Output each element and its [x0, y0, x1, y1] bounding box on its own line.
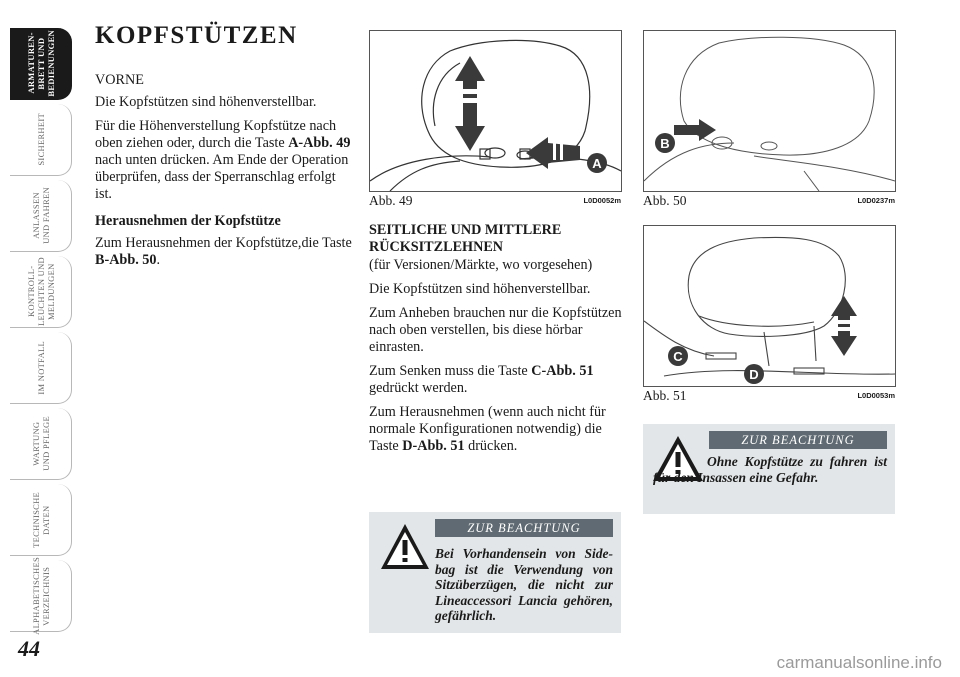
tab-im-notfall[interactable]	[10, 332, 72, 404]
text: gedrückt werden.	[369, 380, 468, 396]
figure-51-code: L0D0053m	[857, 391, 895, 400]
text: Zum Herausnehmen (wenn auch nicht für normale Konfigurationen notwendig) die Taste	[369, 404, 606, 454]
warning-triangle-icon	[379, 522, 431, 572]
callout-d-label: D	[749, 367, 759, 382]
paragraph	[369, 363, 623, 397]
watermark: carmanualsonline.info	[776, 653, 942, 672]
rear-headrest-illustration	[644, 226, 895, 386]
figure-50-image	[643, 30, 896, 192]
figure-51-image	[643, 225, 896, 387]
column-front-headrests	[95, 22, 353, 276]
callout-c-label: C	[673, 349, 683, 364]
tab-label: ALPHABETISCHES VERZEICHNIS	[30, 556, 51, 635]
tab-technische-daten[interactable]	[10, 484, 72, 556]
column-rear-headrests	[369, 222, 623, 462]
tab-label: ANLASSEN UND FAHREN	[30, 187, 51, 244]
tab-verzeichnis[interactable]	[10, 556, 72, 635]
paragraph	[95, 118, 353, 203]
figure-50-code: L0D0237m	[857, 196, 895, 205]
text: nach unten drücken. Am Ende der Operation überprüfen, dass der Sperranschlag erfolgt ist.	[95, 152, 349, 202]
tab-armaturenbrett[interactable]	[10, 28, 72, 100]
page-title: KOPFSTÜTZEN	[95, 22, 298, 49]
headrest-front-illustration	[370, 31, 621, 191]
figure-49-code: L0D0052m	[583, 196, 621, 205]
paragraph	[369, 404, 623, 455]
warning-box-headrest	[643, 424, 895, 514]
warning-header: ZUR BEACHTUNG	[435, 519, 613, 537]
subheading-rear: SEITLICHE UND MITTLERE RÜCKSITZLEHNEN	[369, 222, 562, 255]
tab-label: WARTUNG UND PFLEGE	[30, 416, 51, 471]
page-number: 44	[18, 636, 40, 661]
callout-a-label: A	[592, 156, 602, 171]
tab-wartung[interactable]	[10, 408, 72, 480]
subheading-herausnehmen: Herausnehmen der Kopfstütze	[95, 213, 281, 229]
subheading-vorne: VORNE	[95, 72, 144, 88]
warning-header: ZUR BEACHTUNG	[709, 431, 887, 449]
figure-50	[643, 30, 896, 212]
figure-49-image	[369, 30, 622, 192]
text: Für die Höhenverstellung Kopfstütze nach oben ziehen oder, durch die Taste	[95, 118, 337, 151]
warning-box-sidebag	[369, 512, 621, 633]
tab-label: ARMATUREN- BRETT UND BEDIENUNGEN	[25, 30, 56, 97]
tab-label: KONTROLL- LEUCHTEN UND MELDUNGEN	[25, 257, 56, 326]
figure-50-caption: Abb. 50	[643, 193, 687, 208]
paragraph	[95, 235, 353, 269]
figure-51-caption: Abb. 51	[643, 388, 687, 403]
warning-text: Ohne Kopfstütze zu fahren ist für den Insassen eine Gefahr.	[653, 454, 887, 485]
figure-reference: D-Abb. 51	[402, 438, 465, 454]
tab-label: TECHNISCHE DATEN	[30, 491, 51, 548]
tab-label: IM NOTFALL	[35, 340, 46, 395]
figure-49	[369, 30, 622, 212]
figure-51	[643, 225, 896, 407]
figure-reference: A-Abb. 49	[288, 135, 351, 151]
paragraph: Die Kopfstützen sind höhenverstellbar.	[369, 281, 591, 297]
warning-text: Bei Vorhandensein von Side-bag ist die Verwendung von Sitzüberzügen, die nicht zur Lineaccessori Lancia gehören, gefährlich.	[435, 546, 613, 623]
text: drücken.	[468, 438, 518, 454]
tab-anlassen[interactable]	[10, 180, 72, 252]
figure-reference: C-Abb. 51	[531, 363, 594, 379]
tab-sicherheit[interactable]	[10, 104, 72, 176]
callout-b-label: B	[660, 136, 670, 151]
headrest-removal-illustration	[644, 31, 895, 191]
text: .	[156, 252, 161, 268]
paragraph: Zum Anheben brauchen nur die Kopfstützen nach oben verstellen, bis diese hörbar einrasten.	[369, 305, 622, 355]
paragraph-note: (für Versionen/Märkte, wo vorgesehen)	[369, 257, 593, 273]
tab-label: SICHERHEIT	[35, 113, 46, 166]
text: Zum Senken muss die Taste	[369, 363, 528, 379]
figure-49-caption: Abb. 49	[369, 193, 413, 208]
tab-kontrollleuchten[interactable]	[10, 256, 72, 328]
paragraph: Die Kopfstützen sind höhenverstellbar.	[95, 94, 317, 110]
text: Zum Herausnehmen der Kopfstütze,die Taste	[95, 235, 352, 251]
figure-reference: B-Abb. 50	[95, 252, 157, 268]
